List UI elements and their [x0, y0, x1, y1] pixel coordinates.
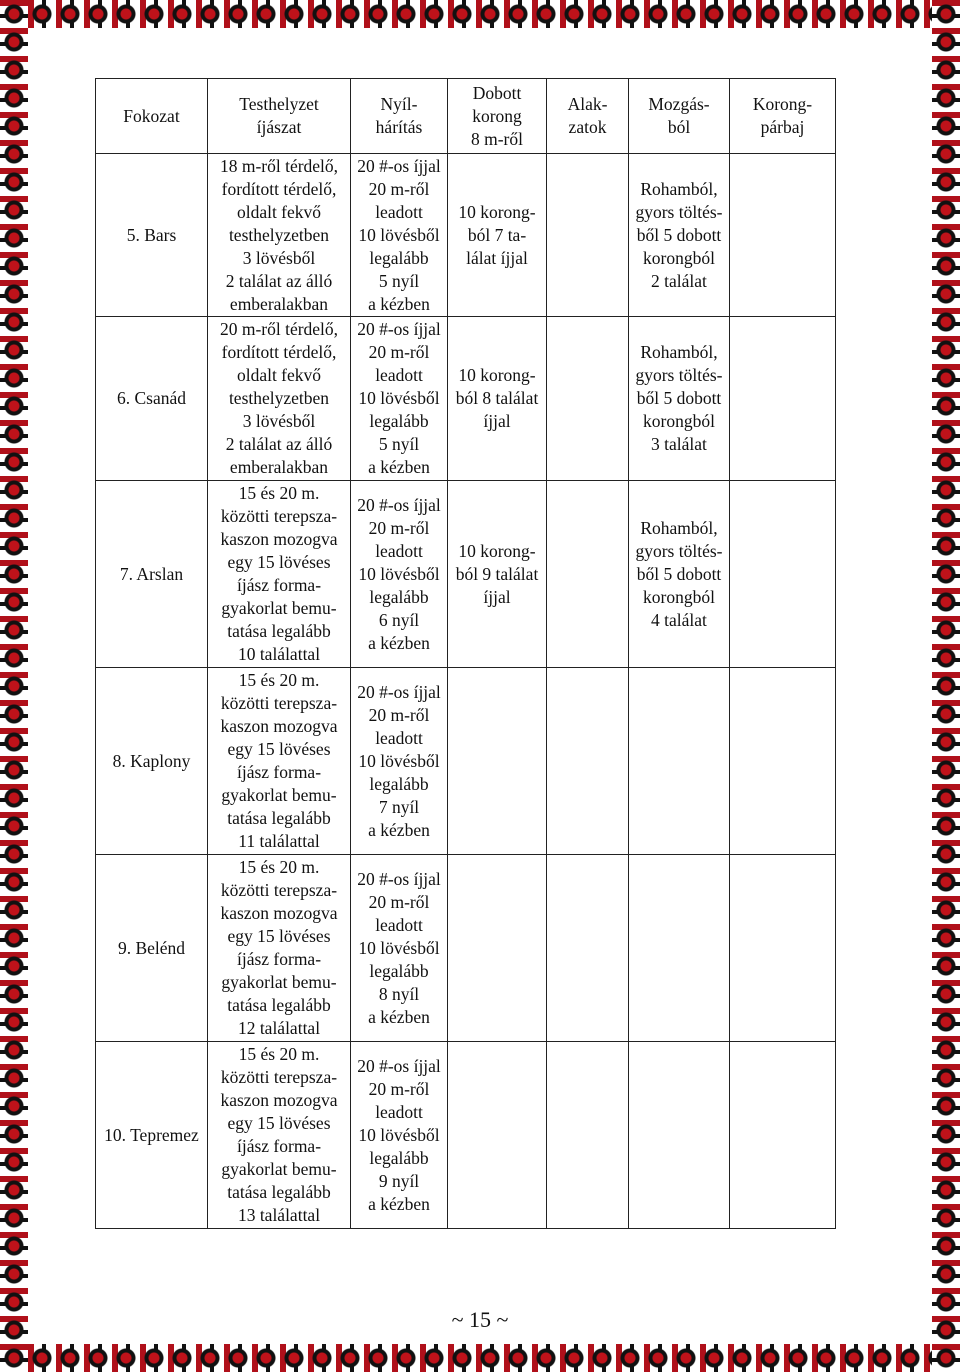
thrown-disc-cell: 10 korong- ból 8 találat íjjal: [448, 317, 547, 481]
disc-duel-cell: [730, 855, 836, 1042]
decorative-border-left: [0, 0, 28, 1372]
thrown-disc-cell: [448, 668, 547, 855]
decorative-border-top: [0, 0, 960, 28]
disc-duel-cell: [730, 668, 836, 855]
formations-cell: [547, 154, 629, 317]
formations-cell: [547, 317, 629, 481]
thrown-disc-cell: [448, 855, 547, 1042]
thrown-disc-cell: 10 korong- ból 7 ta- lálat íjjal: [448, 154, 547, 317]
table-row: [96, 1042, 836, 1229]
deflection-cell: 20 #-os íjjal 20 m-ről leadott 10 lövésből legalább 9 nyíl a kézben: [351, 1042, 448, 1229]
formations-cell: [547, 668, 629, 855]
deflection-cell: 20 #-os íjjal 20 m-ről leadott 10 lövésből legalább 7 nyíl a kézben: [351, 668, 448, 855]
position-cell: 20 m-ről térdelő, fordított térdelő, oldalt fekvő testhelyzetben 3 lövésből 2 találat az álló emberalakban: [208, 317, 351, 481]
position-cell: 18 m-ről térdelő, fordított térdelő, oldalt fekvő testhelyzetben 3 lövésből 2 találat az álló emberalakban: [208, 154, 351, 317]
header-disc-duel: Korong- párbaj: [730, 79, 836, 154]
table-row: [96, 317, 836, 481]
movement-cell: [629, 855, 730, 1042]
grade-cell: 9. Belénd: [96, 855, 208, 1042]
grade-cell: 7. Arslan: [96, 481, 208, 668]
deflection-cell: 20 #-os íjjal 20 m-ről leadott 10 lövésből legalább 8 nyíl a kézben: [351, 855, 448, 1042]
page-number: ~ 15 ~: [451, 1307, 509, 1332]
thrown-disc-cell: [448, 1042, 547, 1229]
table-row: [96, 668, 836, 855]
formations-cell: [547, 1042, 629, 1229]
header-grade: Fokozat: [96, 79, 208, 154]
movement-cell: [629, 1042, 730, 1229]
disc-duel-cell: [730, 1042, 836, 1229]
disc-duel-cell: [730, 481, 836, 668]
movement-cell: Rohamból, gyors töltés- ből 5 dobott korongból 3 találat: [629, 317, 730, 481]
archery-grades-table: [95, 78, 836, 1229]
movement-cell: [629, 668, 730, 855]
grade-cell: 6. Csanád: [96, 317, 208, 481]
header-arrow-deflection: Nyíl- hárítás: [351, 79, 448, 154]
position-cell: 15 és 20 m. közötti terepsza- kaszon mozogva egy 15 lövéses íjász forma- gyakorlat bemu- tatása legalább 10 találattal: [208, 481, 351, 668]
deflection-cell: 20 #-os íjjal 20 m-ről leadott 10 lövésből legalább 5 nyíl a kézben: [351, 154, 448, 317]
header-formations: Alak- zatok: [547, 79, 629, 154]
table-row: [96, 481, 836, 668]
formations-cell: [547, 855, 629, 1042]
decorative-border-right: [932, 0, 960, 1372]
table-header-row: [96, 79, 836, 154]
deflection-cell: 20 #-os íjjal 20 m-ről leadott 10 lövésből legalább 5 nyíl a kézben: [351, 317, 448, 481]
grade-cell: 5. Bars: [96, 154, 208, 317]
position-cell: 15 és 20 m. közötti terepsza- kaszon mozogva egy 15 lövéses íjász forma- gyakorlat bemu- tatása legalább 11 találattal: [208, 668, 351, 855]
header-thrown-disc: Dobott korong 8 m-ről: [448, 79, 547, 154]
table-row: [96, 154, 836, 317]
header-from-movement: Mozgás- ból: [629, 79, 730, 154]
grade-cell: 8. Kaplony: [96, 668, 208, 855]
disc-duel-cell: [730, 317, 836, 481]
deflection-cell: 20 #-os íjjal 20 m-ről leadott 10 lövésből legalább 6 nyíl a kézben: [351, 481, 448, 668]
table-row: [96, 855, 836, 1042]
thrown-disc-cell: 10 korong- ból 9 találat íjjal: [448, 481, 547, 668]
decorative-border-bottom: [0, 1344, 960, 1372]
formations-cell: [547, 481, 629, 668]
movement-cell: Rohamból, gyors töltés- ből 5 dobott korongból 4 találat: [629, 481, 730, 668]
position-cell: 15 és 20 m. közötti terepsza- kaszon mozogva egy 15 lövéses íjász forma- gyakorlat bemu- tatása legalább 13 találattal: [208, 1042, 351, 1229]
header-position-archery: Testhelyzet íjászat: [208, 79, 351, 154]
disc-duel-cell: [730, 154, 836, 317]
grade-cell: 10. Tepremez: [96, 1042, 208, 1229]
movement-cell: Rohamból, gyors töltés- ből 5 dobott korongból 2 találat: [629, 154, 730, 317]
position-cell: 15 és 20 m. közötti terepsza- kaszon mozogva egy 15 lövéses íjász forma- gyakorlat bemu- tatása legalább 12 találattal: [208, 855, 351, 1042]
